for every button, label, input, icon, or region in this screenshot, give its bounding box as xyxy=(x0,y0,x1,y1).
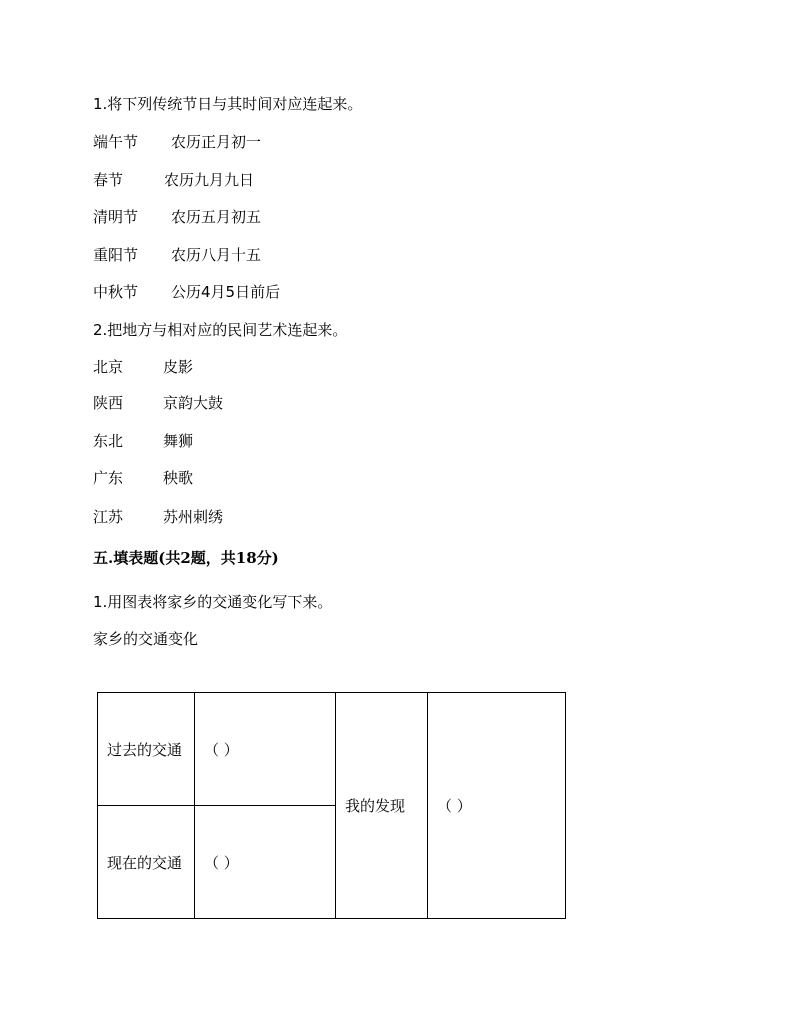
answer-blank: （ ） xyxy=(437,797,472,815)
q1-row-5 xyxy=(93,282,281,302)
q1-row-3 xyxy=(93,207,262,227)
festival-date: 农历正月初一 xyxy=(171,133,262,151)
festival-date: 农历九月九日 xyxy=(164,171,255,189)
q2-row-4 xyxy=(93,468,194,488)
q2-row-1 xyxy=(93,357,194,377)
section-five-q1-prompt: 1.用图表将家乡的交通变化写下来。 xyxy=(93,593,333,611)
q2-row-2 xyxy=(93,393,224,413)
place-name: 北京 xyxy=(93,358,124,376)
q1-prompt: 1.将下列传统节日与其时间对应连起来。 xyxy=(93,95,363,113)
q2-row-3 xyxy=(93,431,194,451)
traffic-change-table xyxy=(97,692,566,919)
table-caption: 家乡的交通变化 xyxy=(93,630,199,648)
festival-name: 春节 xyxy=(93,171,124,189)
festival-date: 农历八月十五 xyxy=(171,246,262,264)
answer-blank: （ ） xyxy=(204,853,239,872)
past-traffic-label: 过去的交通 xyxy=(98,693,195,806)
past-traffic-blank[interactable] xyxy=(195,693,336,806)
q1-row-2 xyxy=(93,170,255,190)
my-finding-blank[interactable] xyxy=(428,693,566,919)
q1-row-4 xyxy=(93,245,262,265)
festival-name: 中秋节 xyxy=(93,283,139,301)
festival-name: 重阳节 xyxy=(93,246,139,264)
section-five-title: 五.填表题(共2题，共18分) xyxy=(93,549,279,567)
q2-prompt: 2.把地方与相对应的民间艺术连起来。 xyxy=(93,321,348,339)
festival-date: 农历五月初五 xyxy=(171,208,262,226)
place-name: 江苏 xyxy=(93,508,124,526)
folk-art: 秧歌 xyxy=(163,469,194,487)
festival-date: 公历4月5日前后 xyxy=(171,283,281,301)
folk-art: 京韵大鼓 xyxy=(163,394,224,412)
q2-row-5 xyxy=(93,507,224,527)
present-traffic-label: 现在的交通 xyxy=(98,806,195,919)
q1-row-1 xyxy=(93,132,262,152)
place-name: 东北 xyxy=(93,432,124,450)
place-name: 陕西 xyxy=(93,394,124,412)
present-traffic-blank[interactable] xyxy=(195,806,336,919)
folk-art: 苏州刺绣 xyxy=(163,508,224,526)
festival-name: 端午节 xyxy=(93,133,139,151)
folk-art: 皮影 xyxy=(163,358,194,376)
festival-name: 清明节 xyxy=(93,208,139,226)
my-finding-label: 我的发现 xyxy=(336,693,428,919)
folk-art: 舞狮 xyxy=(163,432,194,450)
place-name: 广东 xyxy=(93,469,124,487)
answer-blank: （ ） xyxy=(204,740,239,759)
